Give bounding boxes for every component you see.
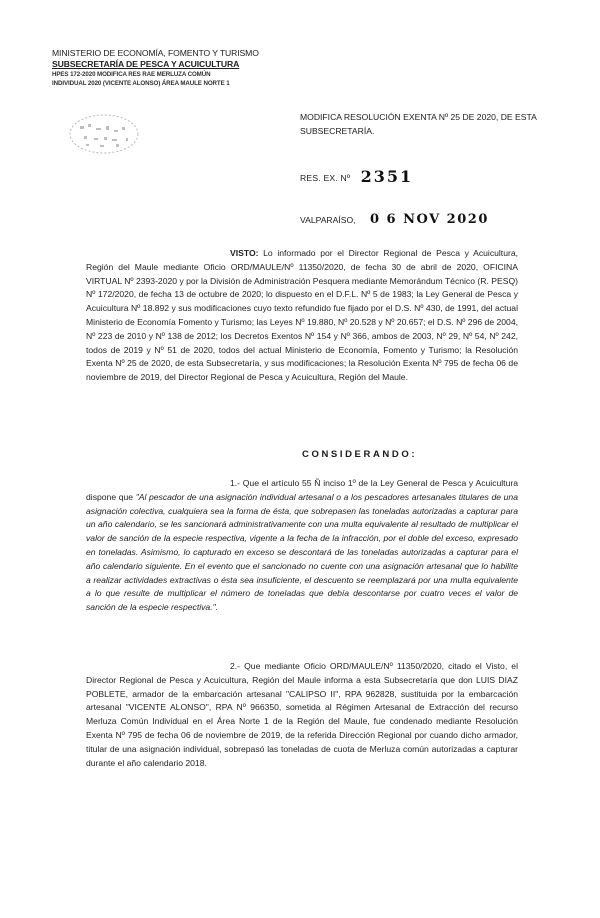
reference-line-1: HPES 172-2020 MODIFICA RES RAE MERLUZA COMÚN [52,71,211,78]
subsecretaria-name: SUBSECRETARÍA DE PESCA Y ACUICULTURA [52,59,240,69]
visto-keyword: VISTO: [230,248,259,258]
paragraph-2-text: 2.- Que mediante Oficio ORD/MAULE/Nº 11350/2020, citado el Visto, el Director Regional de Pesca y Acuicultura, Región del Maule informa a esta Subsecretaría que don LUIS DIAZ POBLETE, armador de la embarcación artesanal "CALIPSO II", RPA 962828, sustituida por la embarcación artesanal "VICENTE ALONSO", RPA Nº 966350, sometida al Régimen Artesanal de Extracción del recurso Merluza Común Individual en el Área Norte 1 de la Región del Maule, fue condenado mediante Resolución Exenta Nº 795 de fecha 06 de noviembre de 2019, de la referida Dirección Regional por cuando dicho armador, titular de una asignación individual, sobrepasó las toneladas de cuota de Merluza común autorizadas a capturar durante el año calendario 2018. [86,661,518,768]
issue-date-stamp: 0 6 NOV 2020 [369,212,489,227]
considerando-paragraph-2 [86,660,518,770]
resolution-subject: MODIFICA RESOLUCIÓN EXENTA Nº 25 DE 2020, DE ESTA SUBSECRETARÍA. [300,112,537,136]
paragraph-1-intro: 1.- Que el artículo 55 Ñ inciso 1º de la Ley General de Pesca y Acuicultura dispone que [86,478,518,502]
city: VALPARAÍSO, [300,215,356,225]
paragraph-1-quote: "Al pescador de una asignación individual artesanal o a los pescadores artesanales titulares de una asignación colectiva, cualquiera sea la forma de ésta, que sobrepasen las toneladas autorizadas a capturar para un año calendario, se les sancionará administrativamente con una multa equivalente al resultado de multiplicar el valor de sanción de la especie respectiva, vigente a la fecha de la infracción, por el doble del exceso, expresado en toneladas. Asimismo, lo capturado en exceso se descontará de las toneladas autorizadas a capturar para el año calendario siguiente. En el evento que el sancionado no cuente con una asignación artesanal que lo habilite a realizar actividades extractivas o ésta sea insuficiente, el descuento se reemplazará por una multa equivalente a lo que resulte de multiplicar el número de toneladas que debía descontarse por cuatro veces el valor de sanción de la especie respectiva.". [86,491,518,613]
resolution-number-label: RES. EX. Nº [300,173,351,183]
considerando-paragraph-1 [86,477,518,615]
resolution-number-line [300,166,413,185]
office-stamp-icon [66,112,142,156]
date-line [300,212,489,227]
ministry-name: MINISTERIO DE ECONOMÍA, FOMENTO Y TURISMO [52,48,259,58]
ministry-header [52,48,292,88]
reference-line-2: INDIVIDUAL 2020 (VICENTE ALONSO) ÁREA MAULE NORTE 1 [52,80,230,87]
visto-text: Lo informado por el Director Regional de Pesca y Acuicultura, Región del Maule mediante Oficio ORD/MAULE/Nº 11350/2020, de fecha 30 de abril de 2020, OFICINA VIRTUAL Nº 2393-2020 y por la División de Administración Pesquera mediante Memorándum Técnico (R. PESQ) Nº 172/2020, de fecha 13 de octubre de 2020; lo dispuesto en el D.F.L. Nº 5 de 1983; la Ley General de Pesca y Acuicultura Nº 18.892 y sus modificaciones cuyo texto refundido fue fijado por el D.S. Nº 430, de 1991, del actual Ministerio de Economía Fomento y Turismo; las Leyes Nº 19.880, Nº 20.528 y Nº 20.657; el D.S. Nº 296 de 2004, Nº 223 de 2010 y Nº 138 de 2012; los Decretos Exentos Nº 154 y Nº 366, ambos de 2003, Nº 29, Nº 54, Nº 242, todos de 2019 y Nº 51 de 2020, todos del actual Ministerio de Economía, Fomento y Turismo; la Resolución Exenta Nº 25 de 2020, de esta Subsecretaría, y sus modificaciones; la Resolución Exenta Nº 795 de fecha 06 de noviembre de 2019, del Director Regional de Pesca y Acuicultura, Región del Maule. [86,248,519,383]
resolution-number: 2351 [360,167,414,186]
considerando-heading: CONSIDERANDO: [302,449,418,460]
visto-paragraph [86,247,518,385]
